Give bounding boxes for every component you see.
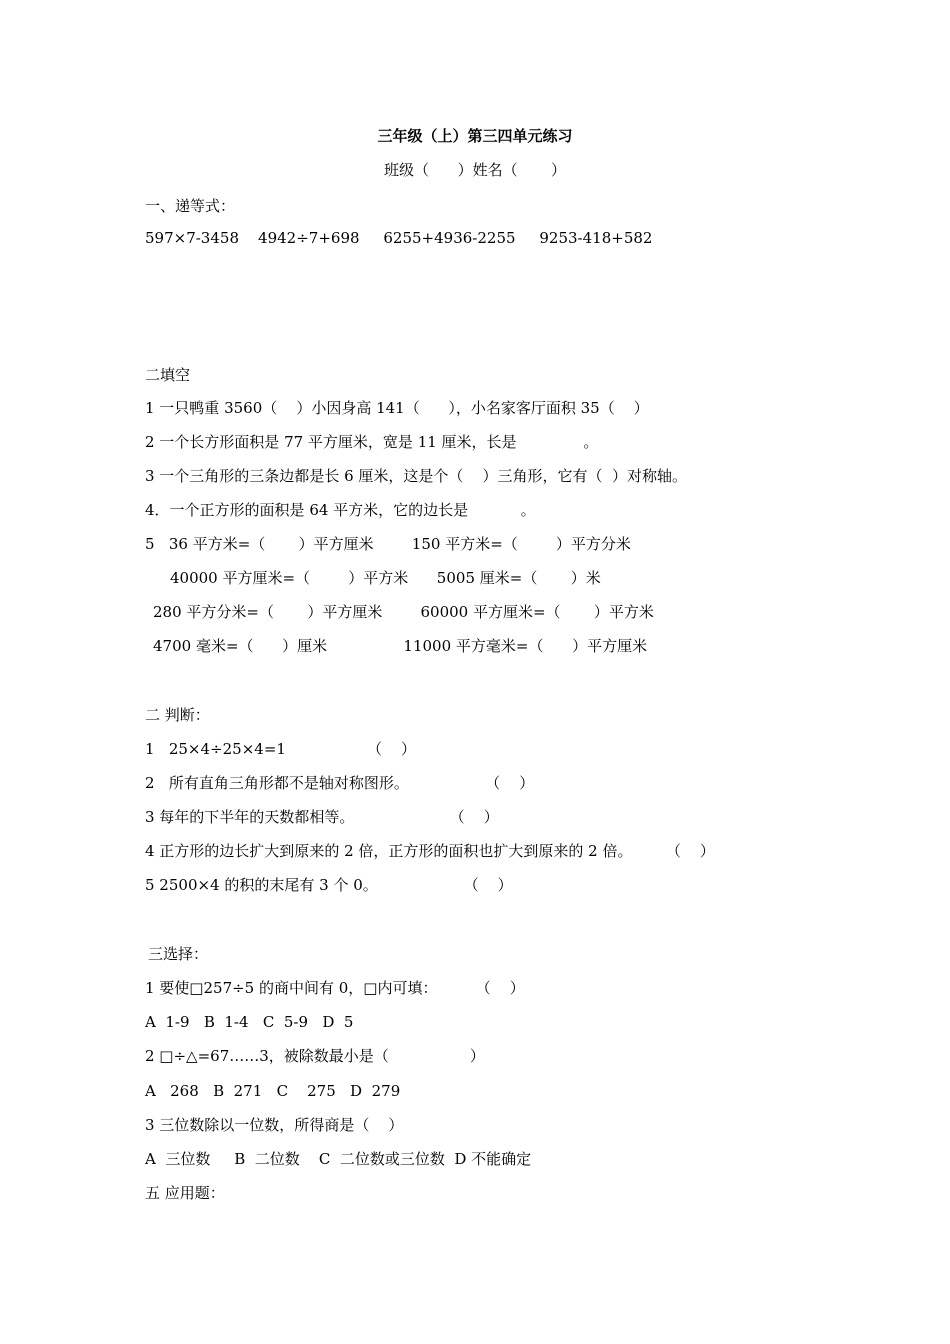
- fill-item-5-row-4: 4700 毫米=（ ）厘米 11000 平方毫米=（ ）平方厘米: [153, 637, 648, 655]
- choice-item-1-options: A 1-9 B 1-4 C 5-9 D 5: [145, 1013, 354, 1031]
- section-3-heading: 二 判断：: [145, 706, 210, 724]
- judge-item-2: 2 所有直角三角形都不是轴对称图形。 （ ）: [145, 774, 535, 792]
- choice-item-2-options: A 268 B 271 C 275 D 279: [145, 1082, 401, 1100]
- fill-item-3: 3 一个三角形的三条边都是长 6 厘米，这是个（ ）三角形，它有（ ）对称轴。: [145, 467, 688, 485]
- choice-item-3-options: A 三位数 B 二位数 C 二位数或三位数 D 不能确定: [145, 1150, 532, 1168]
- judge-item-5: 5 2500×4 的积的末尾有 3 个 0。 （ ）: [145, 876, 513, 894]
- section-2-heading: 二填空: [145, 366, 191, 384]
- section-1-heading: 一、递等式：: [145, 197, 236, 215]
- choice-item-2: 2 □÷△=67……3，被除数最小是（ ）: [145, 1047, 485, 1065]
- section-1-expressions: 597×7-3458 4942÷7+698 6255+4936-2255 9253-418+582: [145, 229, 653, 247]
- fill-item-1: 1 一只鸭重 3560（ ）小因身高 141（ ），小名家客厅面积 35（ ）: [145, 399, 649, 417]
- choice-item-3: 3 三位数除以一位数，所得商是（ ）: [145, 1116, 404, 1134]
- section-4-heading: 三选择：: [148, 945, 209, 963]
- section-5-heading: 五 应用题：: [145, 1184, 225, 1202]
- worksheet-title: 三年级（上）第三四单元练习: [377, 127, 573, 145]
- judge-item-4: 4 正方形的边长扩大到原来的 2 倍，正方形的面积也扩大到原来的 2 倍。 （ ）: [145, 842, 715, 860]
- judge-item-1: 1 25×4÷25×4=1 （ ）: [145, 740, 417, 758]
- fill-item-5-row-3: 280 平方分米=（ ）平方厘米 60000 平方厘米=（ ）平方米: [153, 603, 654, 621]
- class-name-fields: 班级（ ）姓名（ ）: [384, 161, 566, 179]
- fill-item-5-row-2: 40000 平方厘米=（ ）平方米 5005 厘米=（ ）米: [170, 569, 601, 587]
- fill-item-5-row-1: 5 36 平方米=（ ）平方厘米 150 平方米=（ ）平方分米: [145, 535, 631, 553]
- fill-item-4: 4．一个正方形的面积是 64 平方米，它的边长是 。: [145, 501, 536, 519]
- choice-item-1: 1 要使□257÷5 的商中间有 0，□内可填： （ ）: [145, 979, 525, 997]
- judge-item-3: 3 每年的下半年的天数都相等。 （ ）: [145, 808, 499, 826]
- fill-item-2: 2 一个长方形面积是 77 平方厘米，宽是 11 厘米，长是 。: [145, 433, 599, 451]
